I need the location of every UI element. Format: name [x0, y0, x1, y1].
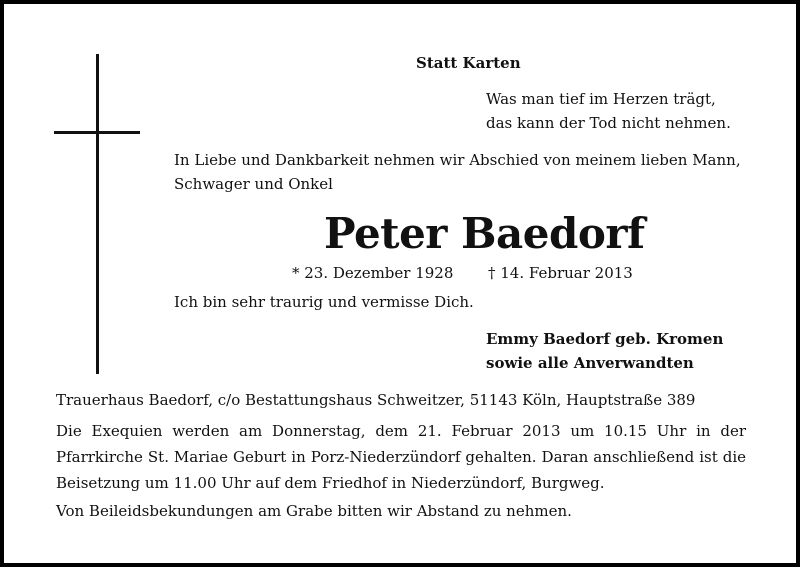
quote-line-2: das kann der Tod nicht nehmen.: [486, 114, 731, 132]
cross-icon-vertical: [96, 54, 99, 374]
intro-line-2: Schwager und Onkel: [174, 175, 333, 193]
personal-note: Ich bin sehr traurig und vermisse Dich.: [174, 293, 474, 311]
birth-date: * 23. Dezember 1928: [292, 264, 454, 282]
cross-icon-horizontal: [54, 131, 140, 134]
mourner-line-1: Emmy Baedorf geb. Kromen: [486, 330, 724, 348]
quote-line-1: Was man tief im Herzen trägt,: [486, 90, 716, 108]
deceased-name: Peter Baedorf: [324, 209, 645, 258]
mourner-line-2: sowie alle Anverwandten: [486, 354, 694, 372]
house-of-mourning: Trauerhaus Baedorf, c/o Bestattungshaus Schweitzer, 51143 Köln, Hauptstraße 389: [56, 391, 696, 409]
intro-line-1: In Liebe und Dankbarkeit nehmen wir Abschied von meinem lieben Mann,: [174, 151, 741, 169]
funeral-info: Die Exequien werden am Donnerstag, dem 21. Februar 2013 um 10.15 Uhr in der Pfarrkirche St. Mariae Geburt in Porz-Niederzündorf gehalten. Daran anschließend ist die Beisetzung um 11.00 Uhr auf dem Friedhof in Niederzündorf, Burgweg.: [56, 422, 746, 492]
header-statt-karten: Statt Karten: [416, 54, 521, 72]
obituary-card: [4, 4, 796, 563]
death-date: † 14. Februar 2013: [488, 264, 633, 282]
condolence-note: Von Beileidsbekundungen am Grabe bitten wir Abstand zu nehmen.: [56, 502, 572, 520]
